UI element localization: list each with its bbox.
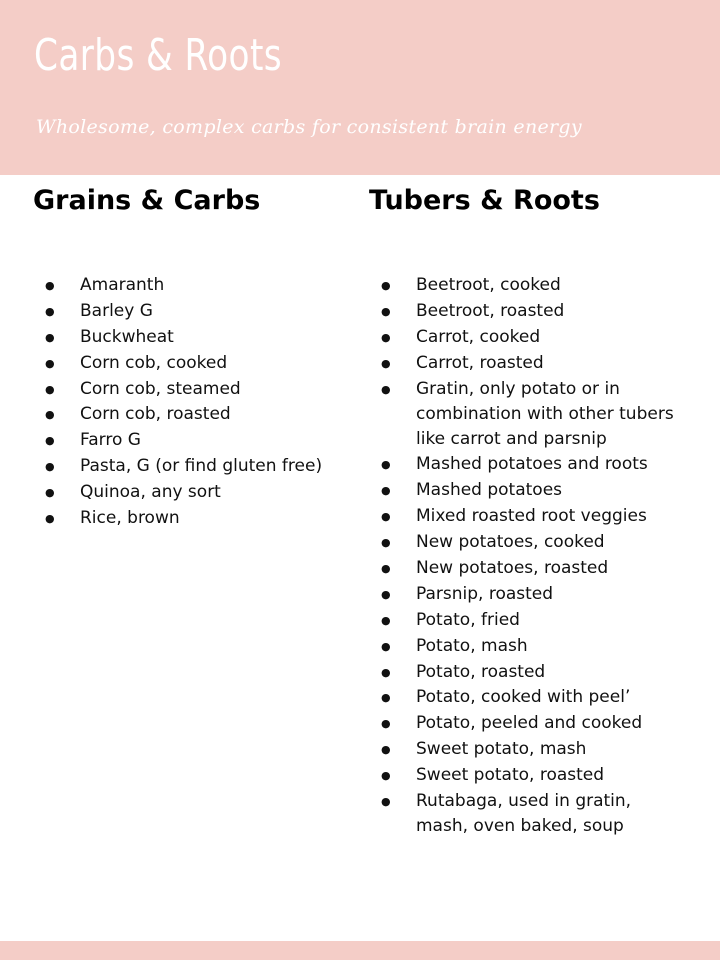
page-subtitle: Wholesome, complex carbs for consistent brain energy <box>36 116 582 138</box>
list-item: ● Sweet potato, roasted <box>369 763 676 788</box>
list-item: ● Carrot, roasted <box>369 351 676 376</box>
list-item: ● Pasta, G (or find gluten free) <box>33 454 322 479</box>
list-item: ● Beetroot, roasted <box>369 299 676 324</box>
list-item: ● Sweet potato, mash <box>369 737 676 762</box>
list-item: ● Mashed potatoes and roots <box>369 452 676 477</box>
page-title: Carbs & Roots <box>34 30 283 81</box>
list-item: ● Rutabaga, used in gratin, mash, oven baked, soup <box>369 789 676 839</box>
list-item: ● Potato, cooked with peel’ <box>369 685 676 710</box>
tubers-column <box>369 183 689 837</box>
list-item: ● Farro G <box>33 428 322 453</box>
list-item: ● Potato, fried <box>369 608 676 633</box>
list-item: ● Corn cob, cooked <box>33 351 322 376</box>
tubers-heading: Tubers & Roots <box>369 185 600 216</box>
list-item: ● New potatoes, roasted <box>369 556 676 581</box>
list-item: ● Mixed roasted root veggies <box>369 504 676 529</box>
list-item: ● Carrot, cooked <box>369 325 676 350</box>
list-item: ● Potato, roasted <box>369 660 676 685</box>
list-item: ● Quinoa, any sort <box>33 480 322 505</box>
list-item: ● Mashed potatoes <box>369 478 676 503</box>
list-item: ● Corn cob, roasted <box>33 402 322 427</box>
list-item: ● Barley G <box>33 299 322 324</box>
list-item: ● Potato, peeled and cooked <box>369 711 676 736</box>
list-item: ● Buckwheat <box>33 325 322 350</box>
list-item: ● Beetroot, cooked <box>369 273 676 298</box>
list-item: ● Parsnip, roasted <box>369 582 676 607</box>
list-item: ● Amaranth <box>33 273 322 298</box>
list-item: ● Corn cob, steamed <box>33 377 322 402</box>
list-item: ● New potatoes, cooked <box>369 530 676 555</box>
grains-column <box>33 183 343 529</box>
list-item: ● Rice, brown <box>33 506 322 531</box>
list-item: ● Gratin, only potato or in combination with other tubers like carrot and parsnip <box>369 377 676 452</box>
grains-heading: Grains & Carbs <box>33 185 261 216</box>
tubers-list <box>369 273 676 840</box>
footer-band <box>0 941 720 960</box>
header-banner <box>0 0 720 175</box>
list-item: ● Potato, mash <box>369 634 676 659</box>
grains-list <box>33 273 322 532</box>
